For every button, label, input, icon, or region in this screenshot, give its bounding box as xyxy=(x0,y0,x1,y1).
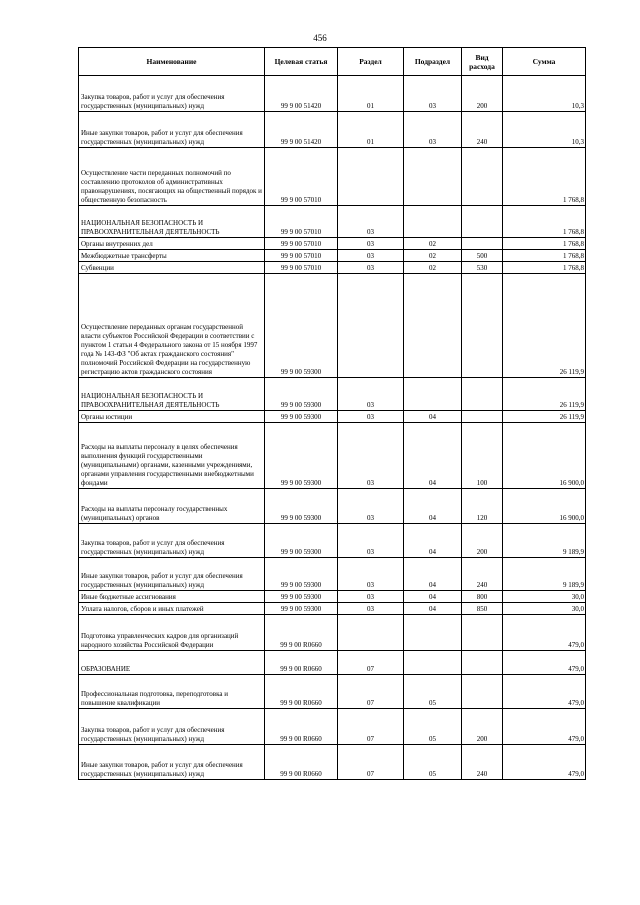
row-section-cell: 07 xyxy=(338,709,404,745)
row-target-article-cell: 99 9 00 51420 xyxy=(265,76,338,112)
table-row xyxy=(79,745,586,780)
row-target-article-cell: 99 9 00 59300 xyxy=(265,489,338,524)
row-subsection-cell: 02 xyxy=(404,262,462,274)
row-name-cell: Органы внутренних дел xyxy=(79,238,265,250)
row-expense-type-cell: 500 xyxy=(462,250,503,262)
row-expense-type-cell xyxy=(462,206,503,238)
row-expense-type-cell: 240 xyxy=(462,112,503,148)
row-subsection-cell: 04 xyxy=(404,603,462,615)
row-name-cell: Расходы на выплаты персоналу государственных (муниципальных) органов xyxy=(79,489,265,524)
row-subsection-cell xyxy=(404,274,462,378)
table-row xyxy=(79,558,586,591)
row-expense-type-cell xyxy=(462,378,503,411)
row-target-article-cell: 99 9 00 59300 xyxy=(265,274,338,378)
row-name-cell: Иные бюджетные ассигнования xyxy=(79,591,265,603)
table-row xyxy=(79,603,586,615)
header-name: Наименование xyxy=(79,48,265,76)
row-subsection-cell xyxy=(404,651,462,675)
row-subsection-cell: 02 xyxy=(404,250,462,262)
row-section-cell: 03 xyxy=(338,423,404,489)
row-amount-cell: 10,3 xyxy=(503,112,586,148)
row-expense-type-cell: 200 xyxy=(462,709,503,745)
row-target-article-cell: 99 9 00 57010 xyxy=(265,262,338,274)
row-amount-cell: 9 189,9 xyxy=(503,524,586,558)
row-subsection-cell xyxy=(404,206,462,238)
row-section-cell: 03 xyxy=(338,411,404,423)
row-section-cell: 03 xyxy=(338,206,404,238)
row-section-cell: 03 xyxy=(338,603,404,615)
row-name-cell: Осуществление части переданных полномочий по составлению протоколов об административных правонарушениях, посягающих на общественный порядок и общественную безопасность xyxy=(79,148,265,206)
row-amount-cell: 26 119,9 xyxy=(503,411,586,423)
row-subsection-cell: 04 xyxy=(404,591,462,603)
table-row xyxy=(79,651,586,675)
row-name-cell: НАЦИОНАЛЬНАЯ БЕЗОПАСНОСТЬ И ПРАВООХРАНИТЕЛЬНАЯ ДЕЯТЕЛЬНОСТЬ xyxy=(79,206,265,238)
row-section-cell: 03 xyxy=(338,591,404,603)
row-section-cell: 03 xyxy=(338,238,404,250)
row-expense-type-cell xyxy=(462,238,503,250)
row-subsection-cell xyxy=(404,615,462,651)
row-subsection-cell: 05 xyxy=(404,675,462,709)
row-name-cell: НАЦИОНАЛЬНАЯ БЕЗОПАСНОСТЬ И ПРАВООХРАНИТЕЛЬНАЯ ДЕЯТЕЛЬНОСТЬ xyxy=(79,378,265,411)
row-subsection-cell xyxy=(404,148,462,206)
row-section-cell: 01 xyxy=(338,76,404,112)
table-row xyxy=(79,112,586,148)
header-amount: Сумма xyxy=(503,48,586,76)
row-expense-type-cell: 240 xyxy=(462,745,503,780)
table-body xyxy=(79,76,586,780)
row-expense-type-cell: 530 xyxy=(462,262,503,274)
row-target-article-cell: 99 9 00 R0660 xyxy=(265,745,338,780)
table-row xyxy=(79,148,586,206)
row-amount-cell: 26 119,9 xyxy=(503,378,586,411)
page-number: 456 xyxy=(313,33,327,43)
row-expense-type-cell xyxy=(462,615,503,651)
row-name-cell: Закупка товаров, работ и услуг для обеспечения государственных (муниципальных) нужд xyxy=(79,524,265,558)
table-row xyxy=(79,262,586,274)
table-row xyxy=(79,423,586,489)
row-amount-cell: 10,3 xyxy=(503,76,586,112)
row-amount-cell: 16 900,0 xyxy=(503,423,586,489)
row-amount-cell: 30,0 xyxy=(503,591,586,603)
row-expense-type-cell xyxy=(462,148,503,206)
row-amount-cell: 479,0 xyxy=(503,651,586,675)
table-row xyxy=(79,378,586,411)
row-subsection-cell: 05 xyxy=(404,745,462,780)
row-amount-cell: 1 768,8 xyxy=(503,206,586,238)
table-row xyxy=(79,709,586,745)
row-subsection-cell: 04 xyxy=(404,423,462,489)
row-expense-type-cell xyxy=(462,411,503,423)
row-target-article-cell: 99 9 00 59300 xyxy=(265,423,338,489)
row-amount-cell: 479,0 xyxy=(503,709,586,745)
row-amount-cell: 16 900,0 xyxy=(503,489,586,524)
table-row xyxy=(79,675,586,709)
row-target-article-cell: 99 9 00 R0660 xyxy=(265,709,338,745)
row-name-cell: Иные закупки товаров, работ и услуг для обеспечения государственных (муниципальных) нужд xyxy=(79,112,265,148)
table-row xyxy=(79,206,586,238)
row-name-cell: Осуществление переданных органам государственной власти субъектов Российской Федерации в соответствии с пунктом 1 статьи 4 Федерального закона от 15 ноября 1997 года № 143-ФЗ "Об актах гражданского состояния" полномочий Российской Федерации на государственную регистрацию актов гражданского состояния xyxy=(79,274,265,378)
table-header-row xyxy=(79,48,586,76)
row-expense-type-cell: 200 xyxy=(462,76,503,112)
header-section: Раздел xyxy=(338,48,404,76)
row-subsection-cell: 04 xyxy=(404,524,462,558)
row-name-cell: Профессиональная подготовка, переподготовка и повышение квалификации xyxy=(79,675,265,709)
row-expense-type-cell: 850 xyxy=(462,603,503,615)
row-section-cell: 07 xyxy=(338,745,404,780)
row-section-cell: 03 xyxy=(338,262,404,274)
row-target-article-cell: 99 9 00 57010 xyxy=(265,250,338,262)
header-target-article: Целевая статья xyxy=(265,48,338,76)
row-target-article-cell: 99 9 00 57010 xyxy=(265,238,338,250)
row-amount-cell: 30,0 xyxy=(503,603,586,615)
row-section-cell: 03 xyxy=(338,558,404,591)
row-expense-type-cell xyxy=(462,675,503,709)
table-row xyxy=(79,615,586,651)
row-name-cell: ОБРАЗОВАНИЕ xyxy=(79,651,265,675)
row-section-cell xyxy=(338,148,404,206)
row-expense-type-cell: 200 xyxy=(462,524,503,558)
row-amount-cell: 479,0 xyxy=(503,615,586,651)
table-row xyxy=(79,411,586,423)
row-name-cell: Расходы на выплаты персоналу в целях обеспечения выполнения функций государственными (муниципальными) органами, казенными учреждениями, органами управления государственными внебюджетными фондами xyxy=(79,423,265,489)
row-subsection-cell: 04 xyxy=(404,558,462,591)
row-amount-cell: 26 119,9 xyxy=(503,274,586,378)
row-target-article-cell: 99 9 00 59300 xyxy=(265,603,338,615)
row-amount-cell: 1 768,8 xyxy=(503,148,586,206)
row-name-cell: Подготовка управленческих кадров для организаций народного хозяйства Российской Федерации xyxy=(79,615,265,651)
row-target-article-cell: 99 9 00 57010 xyxy=(265,206,338,238)
row-expense-type-cell xyxy=(462,651,503,675)
row-section-cell xyxy=(338,274,404,378)
row-amount-cell: 1 768,8 xyxy=(503,238,586,250)
table-row xyxy=(79,238,586,250)
table-row xyxy=(79,591,586,603)
row-name-cell: Иные закупки товаров, работ и услуг для обеспечения государственных (муниципальных) нужд xyxy=(79,745,265,780)
row-target-article-cell: 99 9 00 51420 xyxy=(265,112,338,148)
row-expense-type-cell xyxy=(462,274,503,378)
row-subsection-cell: 05 xyxy=(404,709,462,745)
row-section-cell: 07 xyxy=(338,675,404,709)
row-subsection-cell: 04 xyxy=(404,489,462,524)
budget-table xyxy=(78,47,586,780)
row-name-cell: Иные закупки товаров, работ и услуг для обеспечения государственных (муниципальных) нужд xyxy=(79,558,265,591)
row-amount-cell: 479,0 xyxy=(503,675,586,709)
row-name-cell: Межбюджетные трансферты xyxy=(79,250,265,262)
row-target-article-cell: 99 9 00 59300 xyxy=(265,524,338,558)
row-section-cell: 07 xyxy=(338,651,404,675)
row-name-cell: Органы юстиции xyxy=(79,411,265,423)
row-section-cell xyxy=(338,615,404,651)
row-section-cell: 03 xyxy=(338,250,404,262)
row-target-article-cell: 99 9 00 57010 xyxy=(265,148,338,206)
row-section-cell: 03 xyxy=(338,524,404,558)
row-name-cell: Субвенции xyxy=(79,262,265,274)
row-subsection-cell: 02 xyxy=(404,238,462,250)
row-expense-type-cell: 800 xyxy=(462,591,503,603)
row-target-article-cell: 99 9 00 59300 xyxy=(265,558,338,591)
row-section-cell: 01 xyxy=(338,112,404,148)
row-subsection-cell: 03 xyxy=(404,76,462,112)
table-row xyxy=(79,76,586,112)
header-subsection: Подраздел xyxy=(404,48,462,76)
row-subsection-cell xyxy=(404,378,462,411)
row-amount-cell: 1 768,8 xyxy=(503,250,586,262)
row-target-article-cell: 99 9 00 59300 xyxy=(265,378,338,411)
row-target-article-cell: 99 9 00 59300 xyxy=(265,591,338,603)
table-row xyxy=(79,489,586,524)
row-amount-cell: 9 189,9 xyxy=(503,558,586,591)
row-name-cell: Уплата налогов, сборов и иных платежей xyxy=(79,603,265,615)
row-subsection-cell: 04 xyxy=(404,411,462,423)
row-target-article-cell: 99 9 00 R0660 xyxy=(265,675,338,709)
row-target-article-cell: 99 9 00 R0660 xyxy=(265,615,338,651)
row-expense-type-cell: 100 xyxy=(462,423,503,489)
row-name-cell: Закупка товаров, работ и услуг для обеспечения государственных (муниципальных) нужд xyxy=(79,76,265,112)
row-expense-type-cell: 120 xyxy=(462,489,503,524)
row-target-article-cell: 99 9 00 59300 xyxy=(265,411,338,423)
table-row xyxy=(79,274,586,378)
row-section-cell: 03 xyxy=(338,378,404,411)
row-section-cell: 03 xyxy=(338,489,404,524)
row-subsection-cell: 03 xyxy=(404,112,462,148)
header-expense-type: Вид расхода xyxy=(462,48,503,76)
row-amount-cell: 1 768,8 xyxy=(503,262,586,274)
table-row xyxy=(79,524,586,558)
row-amount-cell: 479,0 xyxy=(503,745,586,780)
row-expense-type-cell: 240 xyxy=(462,558,503,591)
row-name-cell: Закупка товаров, работ и услуг для обеспечения государственных (муниципальных) нужд xyxy=(79,709,265,745)
row-target-article-cell: 99 9 00 R0660 xyxy=(265,651,338,675)
table-row xyxy=(79,250,586,262)
